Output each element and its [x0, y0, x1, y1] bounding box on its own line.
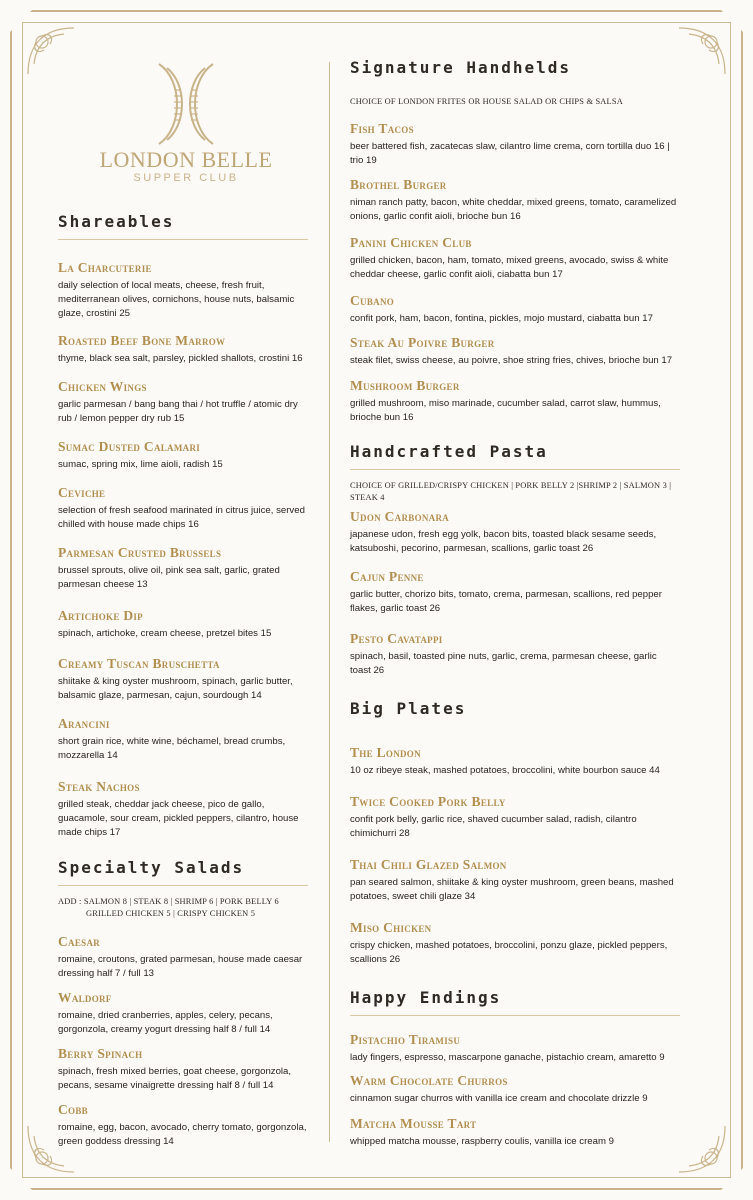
- item-name: Udon Carbonara: [350, 509, 450, 524]
- section-signature-handhelds: [350, 58, 680, 85]
- item-name: Twice Cooked Pork Belly: [350, 794, 506, 809]
- menu-item: [58, 1102, 308, 1149]
- section-title: Handcrafted Pasta: [350, 442, 680, 470]
- section-happy-endings: [350, 988, 680, 1016]
- item-name: Parmesan Crusted Brussels: [58, 545, 222, 560]
- menu-item: [58, 656, 308, 703]
- menu-item: [350, 857, 680, 904]
- item-name: Cobb: [58, 1102, 88, 1117]
- item-name: Sumac Dusted Calamari: [58, 439, 201, 454]
- item-name: Berry Spinach: [58, 1046, 143, 1061]
- handhelds-note: [350, 96, 680, 108]
- item-name: Creamy Tuscan Bruschetta: [58, 656, 220, 671]
- menu-item: [350, 794, 680, 841]
- item-description: niman ranch patty, bacon, white cheddar, mixed greens, tomato, caramelized onions, garlic confit aioli, brioche bun 16: [350, 197, 677, 222]
- right-column: [350, 0, 680, 1200]
- item-description: shiitake & king oyster mushroom, spinach, garlic butter, balsamic glaze, parmesan, cajun, sourdough 14: [58, 676, 293, 701]
- section-title: Shareables: [58, 212, 308, 240]
- menu-item: [350, 631, 680, 678]
- menu-item: [58, 1046, 308, 1093]
- protein-add-note: CHOICE OF GRILLED/CRISPY CHICKEN | PORK BELLY 2 |SHRIMP 2 | SALMON 3 | STEAK 4: [350, 481, 672, 502]
- item-description: brussel sprouts, olive oil, pink sea salt, garlic, grated parmesan cheese 13: [58, 565, 280, 590]
- menu-item: [58, 608, 308, 641]
- item-name: Thai Chili Glazed Salmon: [350, 857, 507, 872]
- item-name: Cubano: [350, 293, 395, 308]
- section-title: Happy Endings: [350, 988, 680, 1016]
- menu-item: [58, 934, 308, 981]
- menu-item: [58, 545, 308, 592]
- item-name: Pesto Cavatappi: [350, 631, 443, 646]
- item-description: pan seared salmon, shiitake & king oyster mushroom, green beans, mashed potatoes, sweet chili glaze 34: [350, 877, 674, 902]
- item-name: Mushroom Burger: [350, 378, 460, 393]
- menu-item: [350, 293, 680, 326]
- menu-item: [58, 485, 308, 532]
- section-title: Specialty Salads: [58, 858, 308, 886]
- item-name: Artichoke Dip: [58, 608, 143, 623]
- item-description: crispy chicken, mashed potatoes, broccolini, ponzu glaze, pickled peppers, scallions 26: [350, 940, 668, 965]
- item-name: Steak Nachos: [58, 779, 140, 794]
- item-name: Caesar: [58, 934, 101, 949]
- item-description: romaine, croutons, grated parmesan, house made caesar dressing half 7 / full 13: [58, 954, 303, 979]
- section-big-plates: [350, 699, 680, 726]
- pasta-note: [350, 480, 680, 504]
- section-title: Big Plates: [350, 699, 467, 718]
- item-description: lady fingers, espresso, mascarpone ganache, pistachio cream, amaretto 9: [350, 1052, 665, 1063]
- item-description: steak filet, swiss cheese, au poivre, shoe string fries, chives, brioche bun 17: [350, 355, 673, 366]
- item-name: Panini Chicken Club: [350, 235, 472, 250]
- menu-item: [350, 509, 680, 556]
- item-name: Warm Chocolate Churros: [350, 1073, 508, 1088]
- item-description: confit pork belly, garlic rice, shaved cucumber salad, radish, cilantro chimichurri 28: [350, 814, 637, 839]
- item-description: garlic butter, chorizo bits, tomato, crema, parmesan, scallions, red pepper flakes, garlic toast 26: [350, 589, 662, 614]
- item-name: Cajun Penne: [350, 569, 424, 584]
- item-description: cinnamon sugar churros with vanilla ice cream and chocolate drizzle 9: [350, 1093, 648, 1104]
- section-title: Signature Handhelds: [350, 58, 572, 77]
- menu-item: [58, 379, 308, 426]
- item-description: grilled chicken, bacon, ham, tomato, mixed greens, avocado, swiss & white cheddar cheese, garlic confit aioli, ciabatta bun 17: [350, 255, 669, 280]
- add-on-note-line: GRILLED CHICKEN 5 | CRISPY CHICKEN 5: [86, 909, 256, 918]
- corner-flourish-icon: [675, 24, 729, 78]
- menu-item: [350, 569, 680, 616]
- item-name: Roasted Beef Bone Marrow: [58, 333, 226, 348]
- item-description: grilled steak, cheddar jack cheese, pico de gallo, guacamole, sour cream, pickled peppers, cilantro, house made chips 17: [58, 799, 299, 838]
- menu-item: [350, 177, 680, 224]
- menu-item: [58, 990, 308, 1037]
- item-name: La Charcuterie: [58, 260, 152, 275]
- item-description: whipped matcha mousse, raspberry coulis, vanilla ice cream 9: [350, 1136, 614, 1147]
- brand-tagline: SUPPER CLUB: [133, 172, 239, 184]
- menu-item: [350, 235, 680, 282]
- menu-item: [350, 745, 680, 778]
- menu-item: [58, 716, 308, 763]
- item-description: spinach, basil, toasted pine nuts, garlic, crema, parmesan cheese, garlic toast 26: [350, 651, 657, 676]
- section-specialty-salads: [58, 858, 308, 886]
- menu-item: [58, 779, 308, 840]
- corner-flourish-icon: [675, 1122, 729, 1176]
- item-description: sumac, spring mix, lime aioli, radish 15: [58, 459, 223, 470]
- item-description: daily selection of local meats, cheese, fresh fruit, mediterranean olives, cornichons, house nuts, balsamic glaze, crostini 25: [58, 280, 295, 319]
- item-name: Matcha Mousse Tart: [350, 1116, 477, 1131]
- left-column: [58, 0, 308, 1200]
- salads-add-note: [58, 896, 308, 920]
- section-shareables: [58, 212, 308, 240]
- item-description: 10 oz ribeye steak, mashed potatoes, broccolini, white bourbon sauce 44: [350, 765, 660, 776]
- item-name: Fish Tacos: [350, 121, 414, 136]
- item-description: romaine, egg, bacon, avocado, cherry tomato, gorgonzola, green goddess dressing 14: [58, 1122, 307, 1147]
- item-name: Waldorf: [58, 990, 112, 1005]
- menu-item: [350, 378, 680, 425]
- add-on-note-line: ADD : SALMON 8 | STEAK 8 | SHRIMP 6 | PORK BELLY 6: [58, 897, 279, 906]
- menu-item: [58, 333, 308, 366]
- menu-item: [350, 920, 680, 967]
- menu-item: [350, 335, 680, 368]
- item-description: spinach, artichoke, cream cheese, pretzel bites 15: [58, 628, 272, 639]
- item-description: confit pork, ham, bacon, fontina, pickles, mojo mustard, ciabatta bun 17: [350, 313, 653, 324]
- menu-item: [58, 260, 308, 321]
- menu-item: [350, 1116, 680, 1149]
- brand-name: LONDON BELLE: [99, 147, 273, 172]
- item-description: spinach, fresh mixed berries, goat cheese, gorgonzola, pecans, sesame vinaigrette dressing half 8 / full 14: [58, 1066, 292, 1091]
- item-description: beer battered fish, zacatecas slaw, cilantro lime crema, corn tortilla duo 16 | trio 19: [350, 141, 670, 166]
- item-description: thyme, black sea salt, parsley, pickled shallots, crostini 16: [58, 353, 303, 364]
- menu-item: [58, 439, 308, 472]
- item-name: Miso Chicken: [350, 920, 432, 935]
- column-divider: [329, 62, 330, 1142]
- side-choice-note: CHOICE OF LONDON FRITES OR HOUSE SALAD OR CHIPS & SALSA: [350, 97, 623, 106]
- item-description: grilled mushroom, miso marinade, cucumber salad, carrot slaw, hummus, brioche bun 16: [350, 398, 661, 423]
- item-description: japanese udon, fresh egg yolk, bacon bits, toasted black sesame seeds, katsuboshi, pecorino, parmesan, scallions, garlic toast 26: [350, 529, 657, 554]
- item-name: Arancini: [58, 716, 110, 731]
- item-name: Pistachio Tiramisu: [350, 1032, 461, 1047]
- item-description: romaine, dried cranberries, apples, celery, pecans, gorgonzola, creamy yogurt dressing half 8 / full 14: [58, 1010, 273, 1035]
- item-name: Brothel Burger: [350, 177, 447, 192]
- item-name: The London: [350, 745, 421, 760]
- menu-item: [350, 1073, 680, 1106]
- item-description: garlic parmesan / bang bang thai / hot truffle / atomic dry rub / lemon pepper dry rub 15: [58, 399, 298, 424]
- item-name: Ceviche: [58, 485, 106, 500]
- item-description: short grain rice, white wine, béchamel, bread crumbs, mozzarella 14: [58, 736, 286, 761]
- item-description: selection of fresh seafood marinated in citrus juice, served chilled with house made chips 16: [58, 505, 305, 530]
- section-handcrafted-pasta: [350, 442, 680, 470]
- item-name: Chicken Wings: [58, 379, 147, 394]
- item-name: Steak Au Poivre Burger: [350, 335, 495, 350]
- menu-item: [350, 121, 680, 168]
- menu-item: [350, 1032, 680, 1065]
